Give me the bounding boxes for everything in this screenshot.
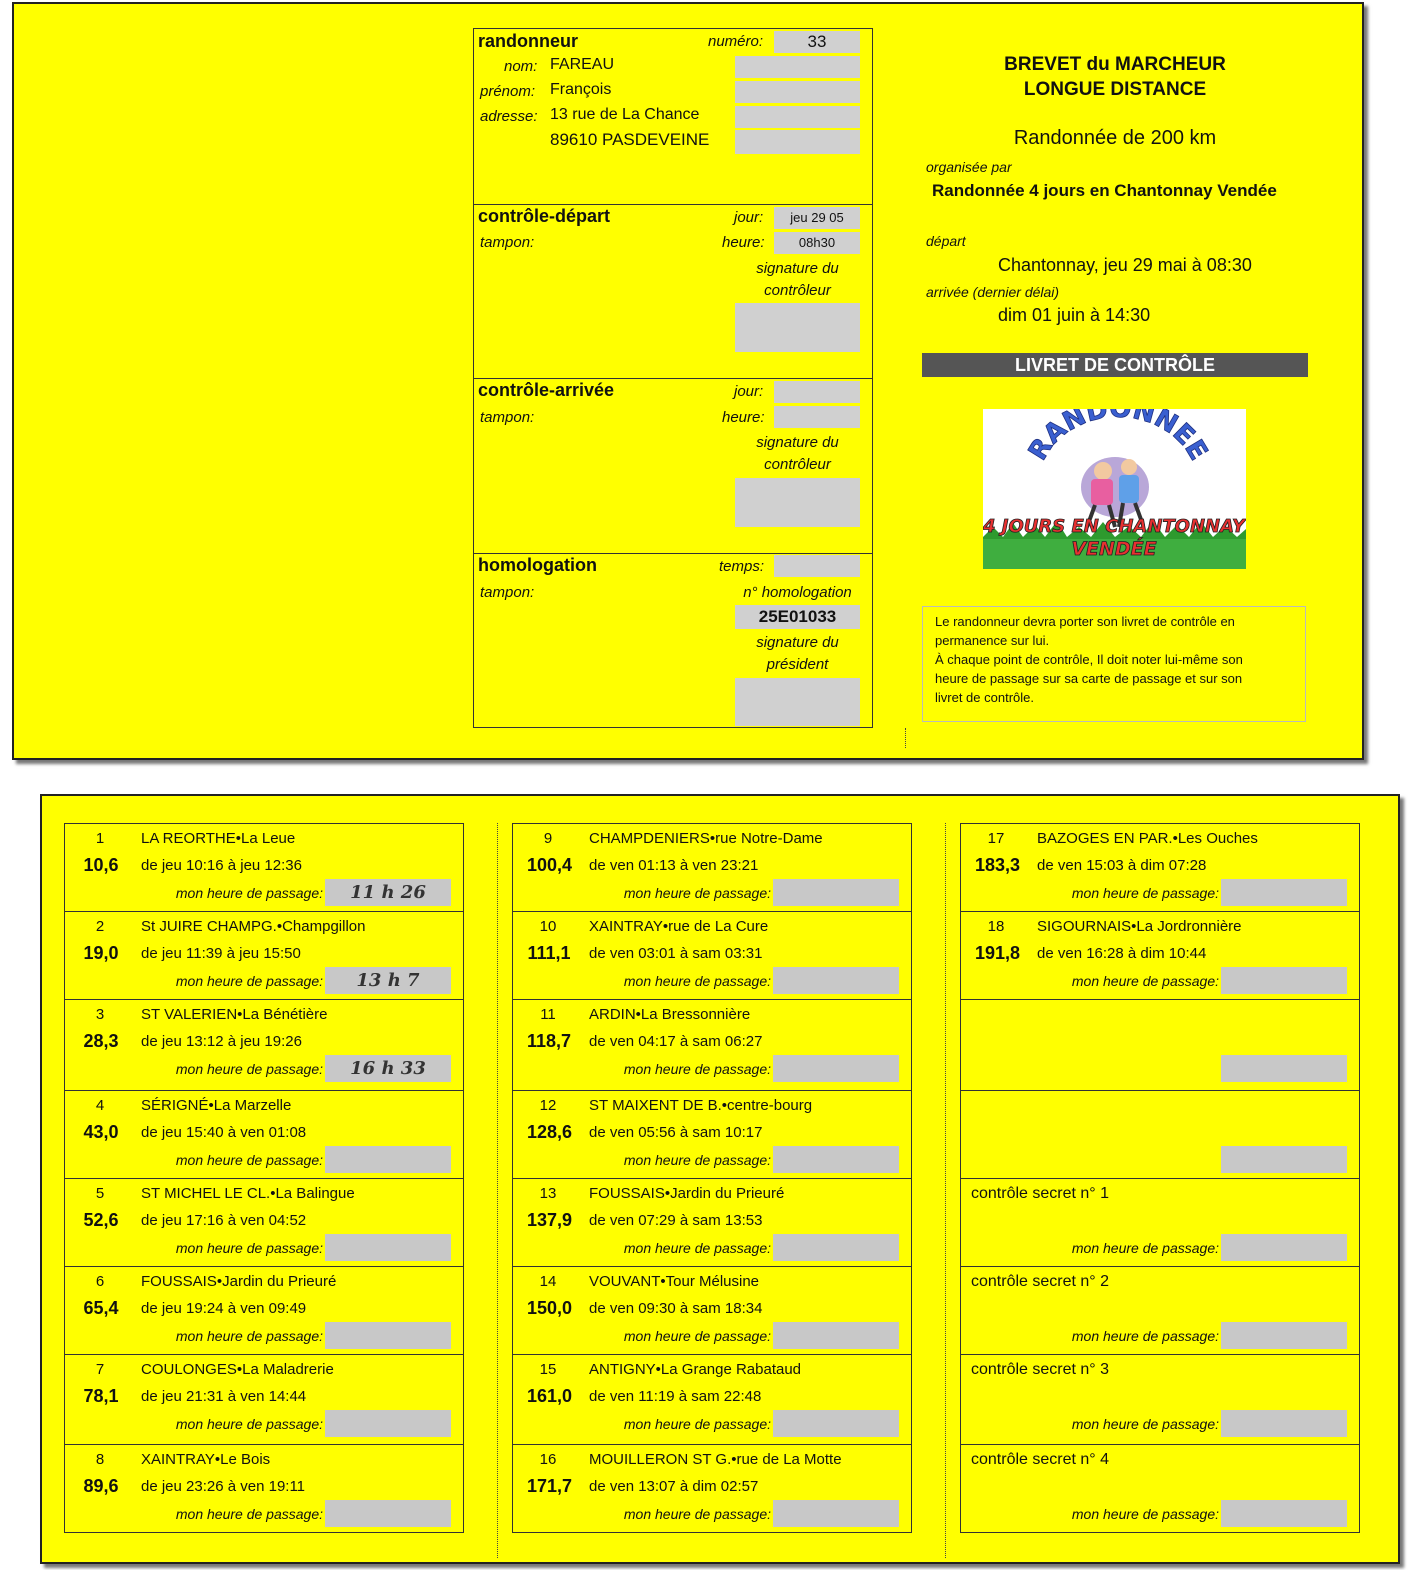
adresse-field-1[interactable] [735,106,860,128]
numero-label: numéro: [708,33,764,50]
control-time-window: de jeu 21:31 à ven 14:44 [141,1388,307,1405]
notice-box [922,606,1306,722]
control-number: 17 [987,830,1005,847]
passage-label: mon heure de passage: [623,1506,771,1522]
passage-label: mon heure de passage: [623,885,771,901]
blank-field[interactable] [1221,1146,1347,1173]
control-row [513,912,911,1000]
secret-control-label: contrôle secret n° 3 [971,1361,1110,1378]
control-location: XAINTRAY•Le Bois [141,1451,271,1468]
control-row [513,1267,911,1355]
control-row [513,1091,911,1179]
control-distance: 19,0 [83,943,119,963]
passage-time-field[interactable] [773,879,899,906]
cover-title-line1: BREVET du MARCHEUR [1004,54,1226,75]
depart-signature-field[interactable] [735,303,860,352]
adresse-line2: 89610 PASDEVEINE [550,130,710,149]
fold-line [905,728,906,748]
logo-arc-text: RANDONNEE [1022,409,1214,466]
passage-label: mon heure de passage: [1071,885,1219,901]
control-location: CHAMPDENIERS•rue Notre-Dame [589,830,823,847]
notice-line5: livret de contrôle. [935,690,1034,705]
control-row [961,824,1359,912]
control-row [513,1355,911,1445]
passage-label: mon heure de passage: [623,1328,771,1344]
control-distance: 191,8 [975,943,1021,963]
notice-line1: Le randonneur devra porter son livret de contrôle en [935,614,1235,629]
control-distance: 111,1 [527,943,571,963]
control-number: 6 [95,1273,105,1290]
control-row [513,1000,911,1091]
control-distance: 150,0 [527,1298,573,1318]
control-number: 14 [539,1273,557,1290]
passage-label: mon heure de passage: [623,1061,771,1077]
temps-label: temps: [719,558,765,575]
passage-time-field[interactable] [325,1234,451,1261]
control-distance: 100,4 [527,855,573,875]
passage-time-field[interactable] [1221,1234,1347,1261]
passage-time-field[interactable] [1221,967,1347,994]
homol-num-field[interactable]: 25E01033 [735,605,860,629]
control-row [961,1355,1359,1445]
arrivee-jour-label: jour: [734,383,764,400]
control-row [513,1445,911,1533]
cover-sheet [12,2,1364,760]
control-row [513,824,911,912]
control-distance: 52,6 [83,1210,119,1230]
notice-line4: heure de passage sur sa carte de passage et sur son [935,671,1243,686]
cover-title [922,52,1308,102]
control-row [961,1091,1359,1179]
control-distance: 161,0 [527,1386,573,1406]
control-number: 2 [95,918,105,935]
depart-sig-label-1: signature du [756,260,839,277]
control-row [65,912,463,1000]
control-number: 15 [539,1361,557,1378]
arrivee-value: dim 01 juin à 14:30 [998,305,1151,325]
control-location: St JUIRE CHAMPG.•Champgillon [141,918,366,935]
passage-label: mon heure de passage: [175,1416,323,1432]
control-number: 7 [95,1361,105,1378]
passage-time-field[interactable] [325,1146,451,1173]
control-row [961,1000,1359,1091]
adresse-label: adresse: [480,108,538,125]
passage-label: mon heure de passage: [1071,1506,1219,1522]
control-location: ANTIGNY•La Grange Rabataud [589,1361,802,1378]
passage-label: mon heure de passage: [175,1328,323,1344]
control-number: 13 [539,1185,557,1202]
passage-label: mon heure de passage: [1071,1328,1219,1344]
control-row [65,1355,463,1445]
section-homologation: homologation [478,555,597,575]
control-distance: 128,6 [527,1122,573,1142]
control-row [65,1267,463,1355]
section-controle-arrivee: contrôle-arrivée [478,380,615,400]
homol-tampon-label: tampon: [480,584,535,601]
prenom-field[interactable] [735,81,860,103]
passage-time-field[interactable] [773,1500,899,1527]
arrivee-heure-label: heure: [722,409,765,426]
temps-field[interactable] [774,555,860,577]
control-time-window: de ven 13:07 à dim 02:57 [589,1478,759,1495]
passage-time-field[interactable]: 16 h 33 [325,1055,451,1082]
rider-panel [473,28,873,728]
homol-signature-field[interactable] [735,678,860,726]
control-number: 18 [987,918,1005,935]
control-row [65,1091,463,1179]
control-time-window: de ven 04:17 à sam 06:27 [589,1033,763,1050]
logo-text-2: VENDÉE [1071,538,1157,560]
passage-time-field[interactable]: 11 h 26 [325,879,451,906]
control-number: 1 [95,830,105,847]
control-row [961,1267,1359,1355]
depart-heure-field[interactable]: 08h30 [774,232,860,254]
control-time-window: de jeu 17:16 à ven 04:52 [141,1212,307,1229]
control-time-window: de ven 01:13 à ven 23:21 [589,857,759,874]
depart-label: départ [926,233,966,249]
passage-label: mon heure de passage: [1071,1416,1219,1432]
adresse-field-2[interactable] [735,130,860,154]
passage-time-field[interactable] [325,1322,451,1349]
passage-label: mon heure de passage: [175,973,323,989]
passage-time-field[interactable] [773,967,899,994]
control-distance: 65,4 [83,1298,119,1318]
depart-sig-label-2: contrôleur [764,282,831,299]
control-number: 4 [95,1097,105,1114]
control-distance: 10,6 [83,855,119,875]
notice-line2: permanence sur lui. [935,633,1050,648]
control-time-window: de jeu 10:16 à jeu 12:36 [141,857,302,874]
org-label: organisée par [926,159,1012,175]
controls-column-1 [64,823,464,1533]
control-location: MOUILLERON ST G.•rue de La Motte [589,1451,842,1468]
depart-jour-field[interactable]: jeu 29 05 [774,207,860,229]
controls-column-2 [512,823,912,1533]
passage-label: mon heure de passage: [623,1240,771,1256]
arrivee-tampon-label: tampon: [480,409,535,426]
passage-time-field[interactable] [773,1234,899,1261]
control-location: VOUVANT•Tour Mélusine [589,1273,760,1290]
depart-tampon-label: tampon: [480,234,535,251]
arrivee-jour-field[interactable] [774,381,860,403]
control-row [65,1000,463,1091]
control-time-window: de ven 09:30 à sam 18:34 [589,1300,763,1317]
depart-heure-label: heure: [722,234,765,251]
control-number: 11 [540,1006,556,1023]
passage-time-field[interactable] [1221,1410,1347,1437]
secret-control-label: contrôle secret n° 1 [971,1185,1110,1202]
control-location: BAZOGES EN PAR.•Les Ouches [1037,830,1258,847]
numero-field[interactable]: 33 [774,31,860,53]
control-location: ST MAIXENT DE B.•centre-bourg [589,1097,813,1114]
arrivee-heure-field[interactable] [774,406,860,428]
control-location: SÉRIGNÉ•La Marzelle [141,1097,292,1114]
passage-label: mon heure de passage: [1071,973,1219,989]
cover-title-line2: LONGUE DISTANCE [1023,79,1207,100]
control-number: 5 [95,1185,105,1202]
section-randonneur: randonneur [478,31,579,51]
controls-sheet [40,794,1400,1564]
passage-time-field[interactable] [1221,1322,1347,1349]
organizer: Randonnée 4 jours en Chantonnay Vendée [932,181,1277,200]
passage-label: mon heure de passage: [175,1061,323,1077]
control-distance: 78,1 [83,1386,119,1406]
control-location: LA REORTHE•La Leue [141,830,296,847]
passage-label: mon heure de passage: [175,1152,323,1168]
control-row [961,1179,1359,1267]
control-number: 10 [539,918,557,935]
depart-value: Chantonnay, jeu 29 mai à 08:30 [998,255,1252,275]
control-location: ST VALERIEN•La Bénétière [141,1006,328,1023]
adresse-line1: 13 rue de La Chance [550,106,700,123]
control-row [65,824,463,912]
control-location: XAINTRAY•rue de La Cure [589,918,769,935]
passage-time-field[interactable] [773,1146,899,1173]
control-number: 3 [95,1006,105,1023]
passage-time-field[interactable] [325,1410,451,1437]
control-distance: 137,9 [527,1210,573,1230]
control-time-window: de jeu 13:12 à jeu 19:26 [141,1033,302,1050]
passage-time-field[interactable] [325,1500,451,1527]
passage-label: mon heure de passage: [623,1152,771,1168]
passage-time-field[interactable] [773,1055,899,1082]
controls-column-3 [960,823,1360,1533]
passage-label: mon heure de passage: [623,1416,771,1432]
control-number: 8 [95,1451,105,1468]
control-time-window: de ven 07:29 à sam 13:53 [589,1212,763,1229]
control-row [513,1179,911,1267]
control-time-window: de ven 05:56 à sam 10:17 [589,1124,763,1141]
control-time-window: de jeu 11:39 à jeu 15:50 [141,945,301,962]
control-distance: 183,3 [975,855,1021,875]
passage-time-field[interactable] [1221,1500,1347,1527]
control-time-window: de jeu 15:40 à ven 01:08 [141,1124,307,1141]
logo-graphic [983,409,1246,569]
control-time-window: de ven 11:19 à sam 22:48 [589,1388,762,1405]
control-time-window: de jeu 23:26 à ven 19:11 [141,1478,306,1495]
event-logo [983,409,1246,569]
control-location: SIGOURNAIS•La Jordronnière [1037,918,1242,935]
livret-banner: LIVRET DE CONTRÔLE [922,353,1308,377]
prenom-label: prénom: [480,83,536,100]
arrivee-sig-label-1: signature du [756,434,839,451]
notice-line3: À chaque point de contrôle, Il doit noter lui-même son [935,652,1243,667]
nom-label: nom: [504,58,538,75]
control-location: ARDIN•La Bressonnière [589,1006,751,1023]
depart-jour-label: jour: [734,209,764,226]
arrivee-sig-label-2: contrôleur [764,456,831,473]
blank-field[interactable] [1221,1055,1347,1082]
section-controle-depart: contrôle-départ [478,206,611,226]
passage-time-field[interactable]: 13 h 7 [325,967,451,994]
secret-control-label: contrôle secret n° 4 [971,1451,1110,1468]
homol-num-label: n° homologation [743,584,852,601]
control-distance: 118,7 [527,1031,572,1051]
passage-time-field[interactable] [773,1410,899,1437]
control-row [65,1179,463,1267]
arrivee-signature-field[interactable] [735,478,860,527]
arrivee-label: arrivée (dernier délai) [926,284,1060,300]
control-row [65,1445,463,1533]
fold-line-2 [945,823,946,1558]
control-time-window: de ven 03:01 à sam 03:31 [589,945,763,962]
control-distance: 89,6 [83,1476,119,1496]
control-distance: 171,7 [527,1476,573,1496]
homol-sig-label-2: président [766,656,829,673]
control-distance: 28,3 [83,1031,119,1051]
passage-label: mon heure de passage: [1071,1240,1219,1256]
cover-subtitle: Randonnée de 200 km [1013,127,1217,149]
control-number: 12 [539,1097,557,1114]
control-row [961,1445,1359,1533]
passage-time-field[interactable] [773,1322,899,1349]
passage-label: mon heure de passage: [623,973,771,989]
homol-sig-label-1: signature du [756,634,839,651]
control-number: 9 [543,830,553,847]
passage-label: mon heure de passage: [175,1506,323,1522]
control-number: 16 [539,1451,557,1468]
prenom-value: François [550,81,612,98]
control-row [961,912,1359,1000]
passage-time-field[interactable] [1221,879,1347,906]
secret-control-label: contrôle secret n° 2 [971,1273,1110,1290]
control-time-window: de ven 15:03 à dim 07:28 [1037,857,1207,874]
fold-line-1 [497,823,498,1558]
control-time-window: de jeu 19:24 à ven 09:49 [141,1300,307,1317]
control-time-window: de ven 16:28 à dim 10:44 [1037,945,1207,962]
nom-value: FAREAU [550,56,615,73]
passage-label: mon heure de passage: [175,1240,323,1256]
control-location: FOUSSAIS•Jardin du Prieuré [141,1273,337,1290]
control-location: COULONGES•La Maladrerie [141,1361,334,1378]
passage-label: mon heure de passage: [175,885,323,901]
control-distance: 43,0 [83,1122,119,1142]
nom-field[interactable] [735,56,860,78]
control-location: ST MICHEL LE CL.•La Balingue [141,1185,355,1202]
control-location: FOUSSAIS•Jardin du Prieuré [589,1185,785,1202]
logo-text-1: 4 JOURS EN CHANTONNAY [983,516,1246,537]
